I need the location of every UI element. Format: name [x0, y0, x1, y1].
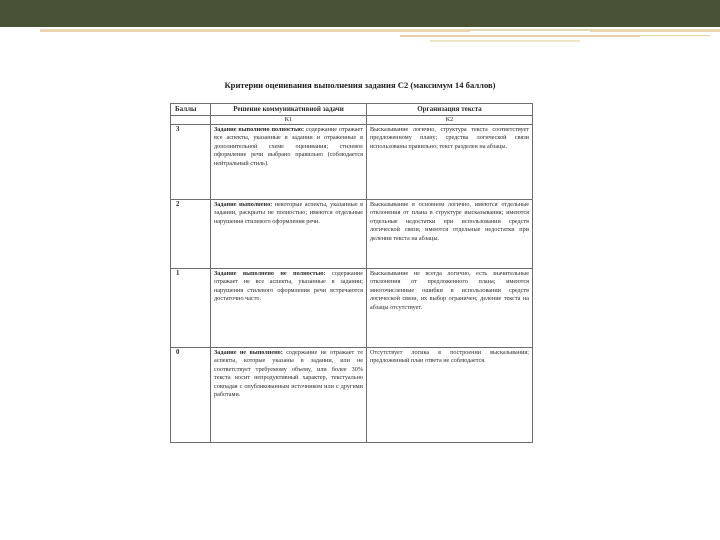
table-header-row — [171, 104, 533, 116]
k1-cell — [211, 200, 367, 269]
k1-description: содержание не отражает те аспекты, которые указаны в задании, или не соответствует требуемому объему, или более 30% текста носит непродуктивный характер, текстуально совпадая с опубликованным источником или с другими работами. — [214, 349, 363, 399]
table-row — [171, 348, 533, 443]
k1-description: содержание отражает не все аспекты, указанные в задании; нарушения стилевого оформления речи встречаются достаточно часто. — [214, 270, 363, 303]
k2-cell: Отсутствует логика в построении высказывания; предложенный план ответа не соблюдается. — [367, 348, 533, 443]
table-row — [171, 125, 533, 200]
k1-description: некоторые аспекты, указанные в задании, раскрыты не полностью; имеются отдельные нарушения стилевого оформления речи. — [214, 201, 364, 225]
k1-cell — [211, 125, 367, 200]
k1-task-status: Задание выполнено не полностью: — [214, 270, 326, 277]
code-k2: К2 — [367, 116, 533, 125]
score-cell: 2 — [171, 200, 211, 269]
slide-top-bar — [0, 0, 720, 27]
code-k1: К1 — [211, 116, 367, 125]
table-row — [171, 200, 533, 269]
decorative-line — [40, 29, 720, 32]
document-title: Критерии оценивания выполнения задания С2 (максимум 14 баллов) — [224, 80, 496, 90]
decorative-gap — [470, 31, 590, 35]
k1-task-status: Задание выполнено: — [214, 201, 273, 208]
decorative-gap — [640, 36, 710, 39]
k2-cell: Высказывание не всегда логично, есть значительные отклонения от предложенного плана; имеются многочисленные ошибки в использовании средств логической связи, их выбор ограничен; деление текста на абзацы отсутствует. — [367, 269, 533, 348]
header-k2: Организация текста — [367, 104, 533, 116]
code-empty — [171, 116, 211, 125]
k1-description: содержание отражает все аспекты, указанные в задании и отраженные в дополнительной схеме оценивания; стилевое оформление речи выбрано правильно (соблюдается нейтральный стиль). — [214, 126, 363, 167]
score-cell: 3 — [171, 125, 211, 200]
k2-cell: Высказывание в основном логично, имеются отдельные отклонения от плана в структуре высказывания; имеются отдельные недостатки при использовании средств логической связи; имеются отдельные недостатки при делении текста на абзацы. — [367, 200, 533, 269]
k1-cell — [211, 348, 367, 443]
header-k1: Решение коммуникативной задачи — [211, 104, 367, 116]
table-code-row — [171, 116, 533, 125]
k2-cell: Высказывание логично, структура текста соответствует предложенному плану; средства логической связи использованы правильно; текст разделен на абзацы. — [367, 125, 533, 200]
criteria-table — [170, 103, 533, 443]
score-cell: 1 — [171, 269, 211, 348]
decorative-line — [430, 40, 580, 42]
k1-task-status: Задание не выполнено: — [214, 349, 283, 356]
k1-cell — [211, 269, 367, 348]
header-score: Баллы — [171, 104, 211, 116]
k1-task-status: Задание выполнено полностью: — [214, 126, 305, 133]
score-cell: 0 — [171, 348, 211, 443]
table-row — [171, 269, 533, 348]
